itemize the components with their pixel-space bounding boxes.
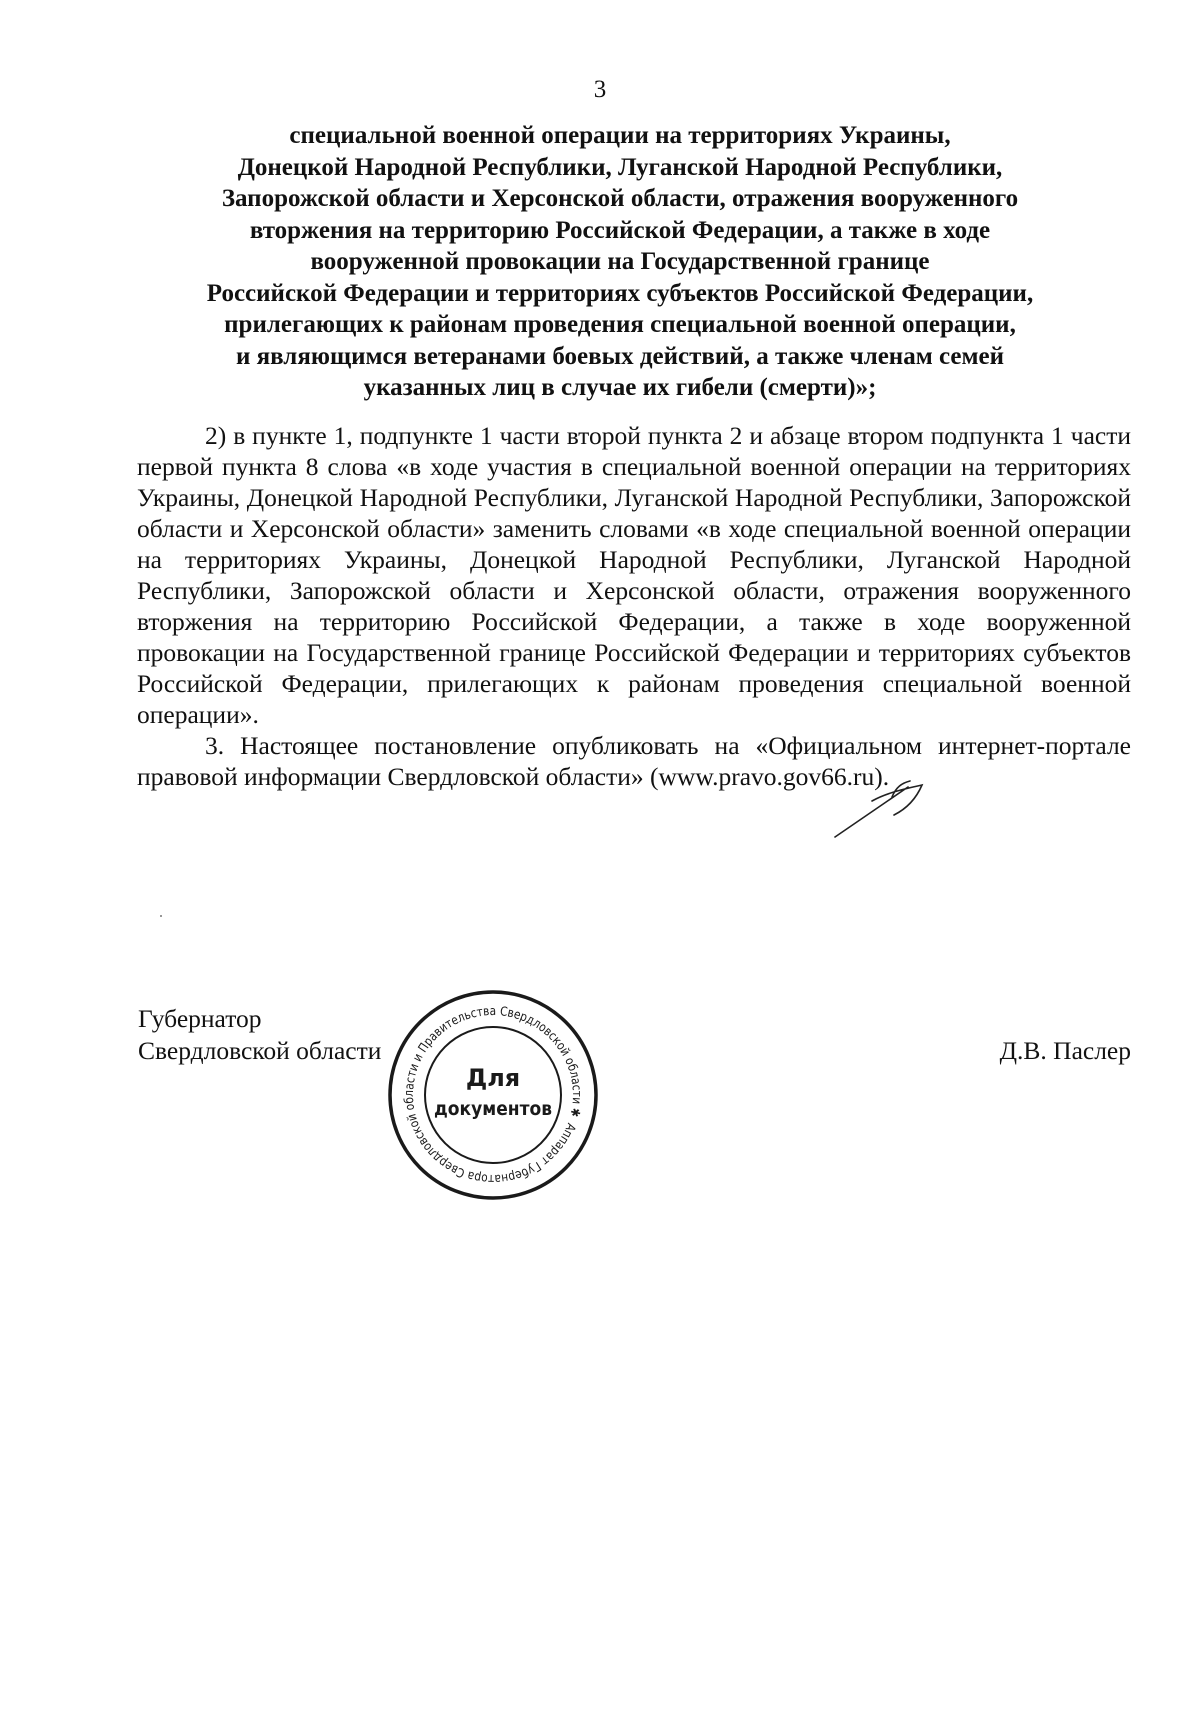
page-number: 3 — [593, 76, 607, 103]
title-line: Донецкой Народной Республики, Луганской Народной Республики, — [237, 153, 1003, 181]
document-title-block — [140, 120, 1100, 404]
signature-role-line: Свердловской области — [138, 1036, 382, 1065]
stamp-outer-ring — [390, 992, 596, 1198]
title-line: специальной военной операции на территориях Украины, — [289, 122, 951, 149]
document-body — [137, 420, 1131, 792]
stamp-ring-text: Аппарат Губернатора Свердловской области и Правительства Свердловской области ✱ — [400, 1002, 586, 1188]
scan-speck — [160, 915, 162, 917]
paragraph-item-2: 2) в пункте 1, подпункте 1 части второй пункта 2 и абзаце втором подпункта 1 части первой пункта 8 слова «в ходе участия в специальной военной операции на территориях Украины, Донецкой Народной Республики, Луганской Народной Республики, Запорожской области и Херсонской области» заменить словами «в ходе специальной военной операции на территориях Украины, Донецкой Народной Республики, Луганской Народной Республики, Запорожской области и Херсонской области, отражения вооруженного вторжения на территорию Российской Федерации, а также в ходе вооруженной провокации на Государственной границе Российской Федерации и территориях субъектов Российской Федерации, прилегающих к районам проведения специальной военной операции». — [137, 421, 1131, 729]
paragraph-item-3: 3. Настоящее постановление опубликовать на «Официальном интернет-портале правовой информации Свердловской области» (www.pravo.gov66.ru). — [137, 731, 1131, 791]
title-line: и являющимся ветеранами боевых действий, а также членам семей — [235, 342, 1005, 370]
signature-role — [138, 1003, 381, 1067]
title-line: указанных лиц в случае их гибели (смерти)»; — [363, 374, 877, 401]
title-line: вооруженной провокации на Государственной границе — [310, 248, 930, 275]
handwritten-signature — [830, 775, 950, 845]
stamp-center-line1: Для — [465, 1064, 521, 1092]
stamp-center-line2: документов — [434, 1098, 552, 1120]
stamp-inner-ring — [425, 1027, 561, 1163]
title-line: вторжения на территорию Российской Федерации, а также в ходе — [249, 216, 991, 244]
official-stamp — [383, 985, 603, 1205]
title-line: Запорожской области и Херсонской области, отражения вооруженного — [221, 185, 1019, 212]
title-line: прилегающих к районам проведения специальной военной операции, — [224, 311, 1016, 338]
signer-name: Д.В. Паслер — [999, 1036, 1131, 1065]
title-line: Российской Федерации и территориях субъектов Российской Федерации, — [206, 279, 1034, 307]
signature-role-line: Губернатор — [138, 1004, 262, 1033]
